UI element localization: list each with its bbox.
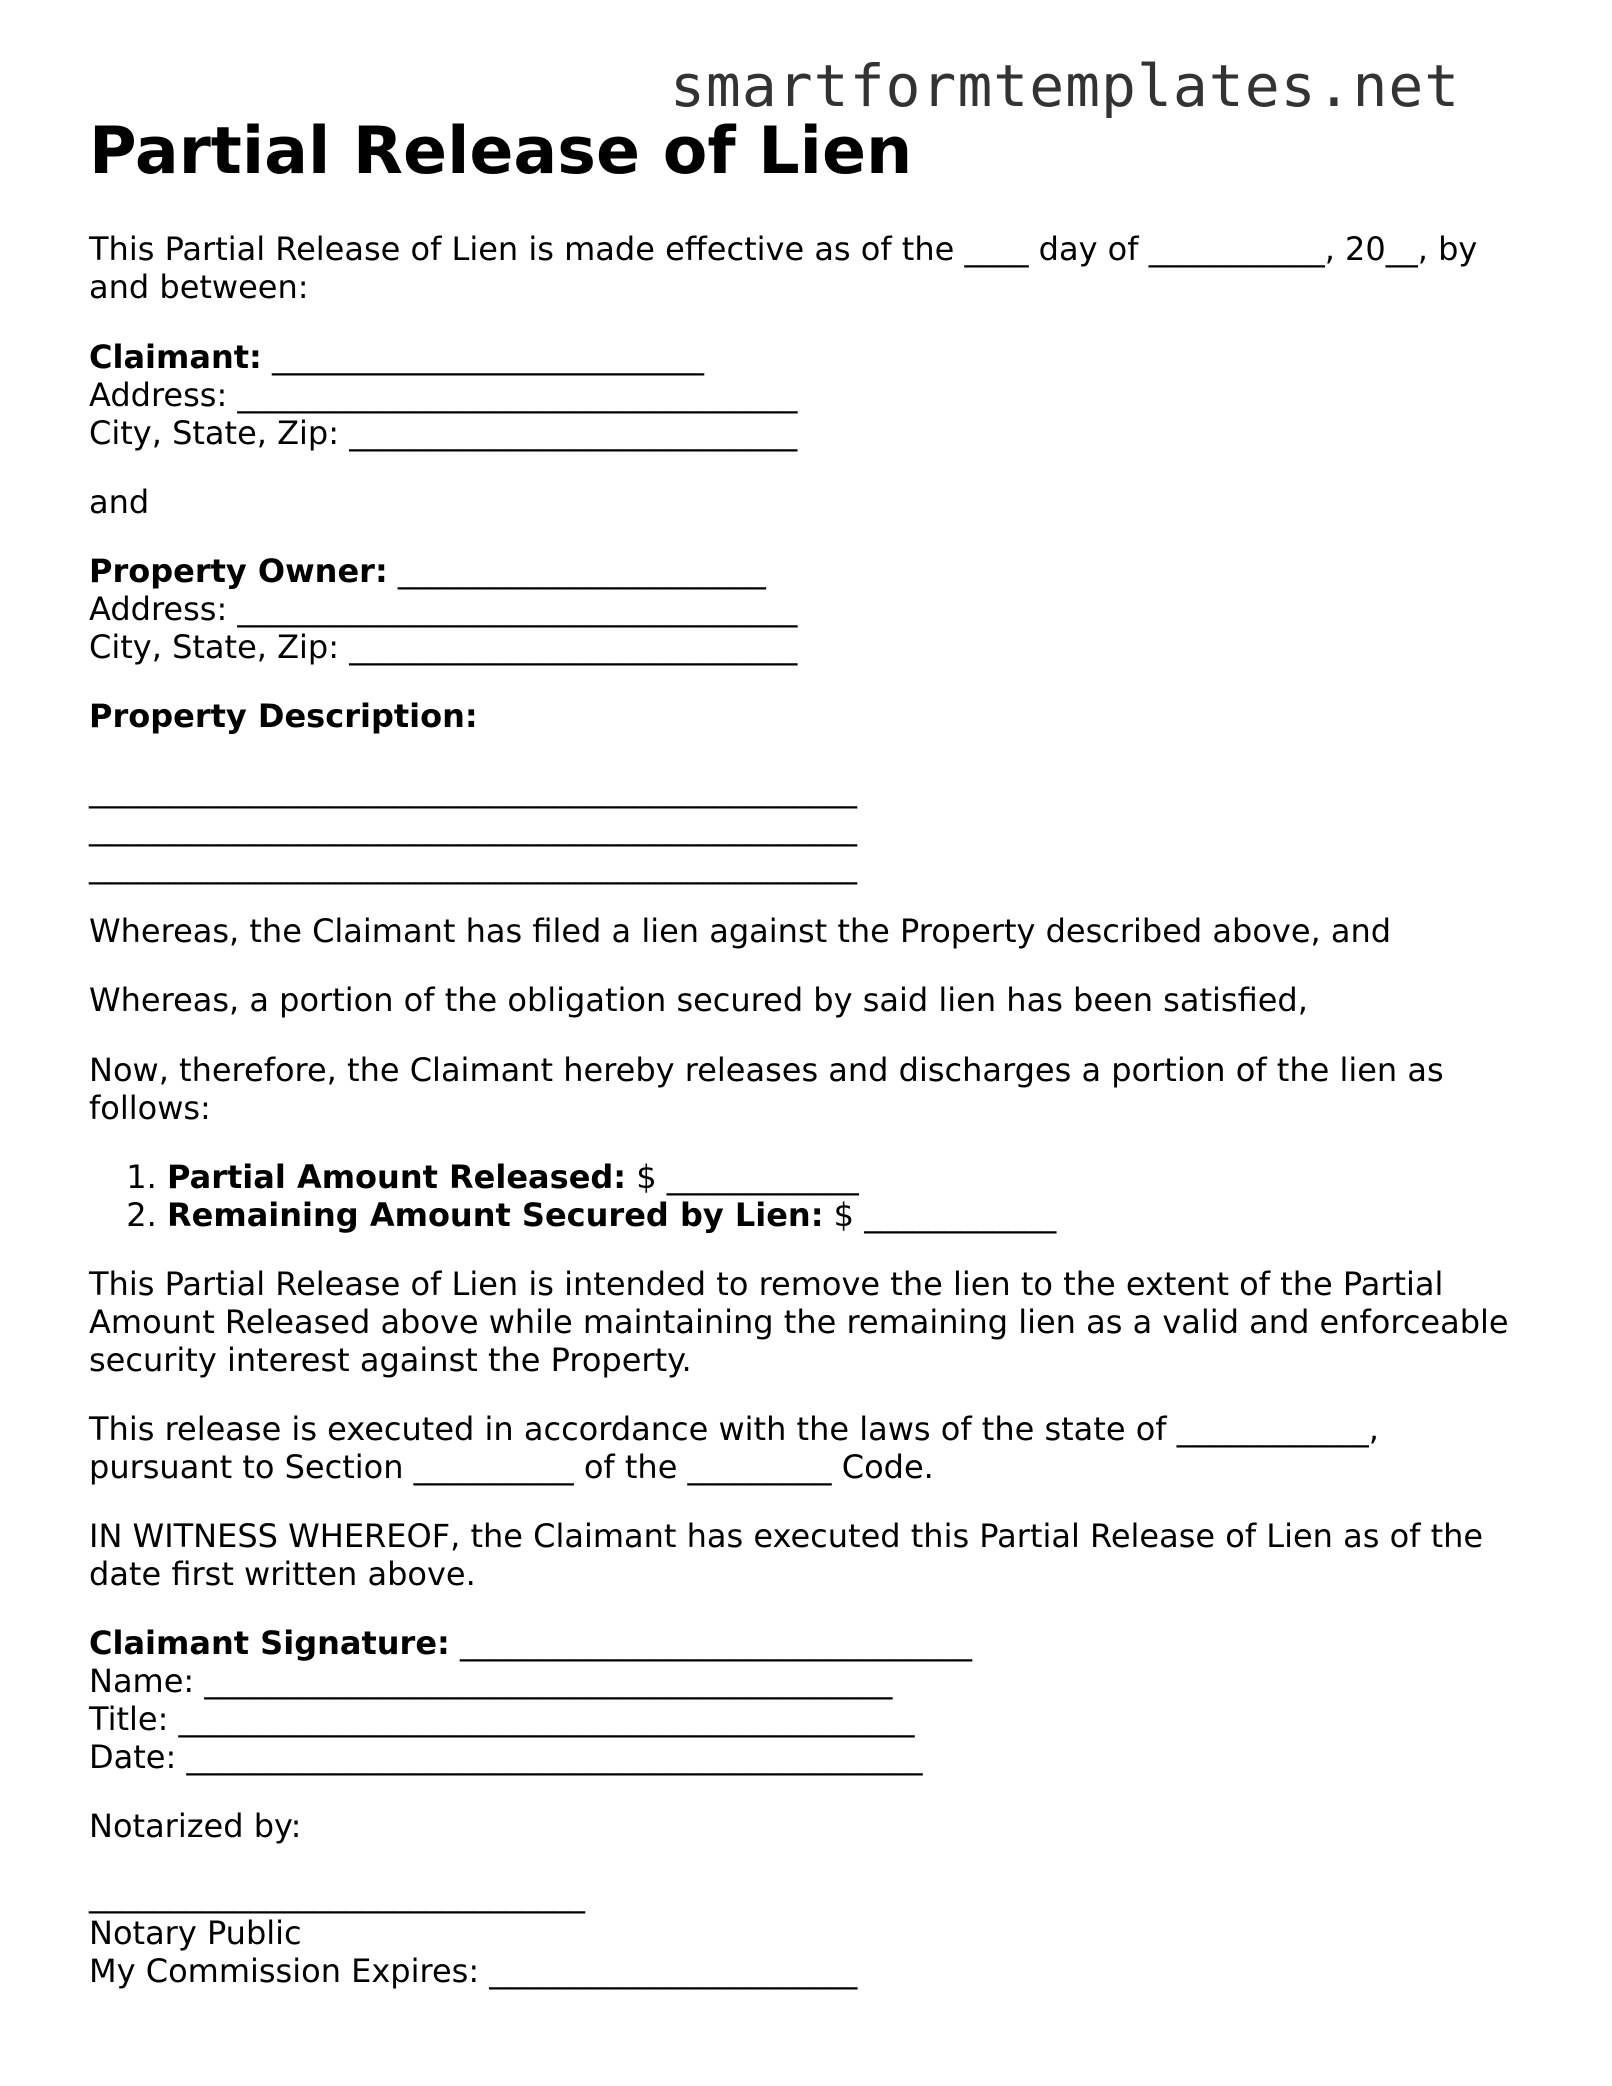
- list-item: [167, 1158, 1607, 1196]
- partial-amount-label: Partial Amount Released:: [167, 1158, 627, 1196]
- and-connector: [89, 483, 1529, 521]
- witness-text: IN WITNESS WHEREOF, the Claimant has executed this Partial Release of Lien as of the date first written above.: [89, 1517, 1484, 1593]
- remaining-amount-label: Remaining Amount Secured by Lien:: [167, 1196, 824, 1234]
- signature-field[interactable]: ________________________________: [449, 1624, 972, 1662]
- claimant-address-field[interactable]: Address: ___________________________________: [89, 376, 798, 414]
- signer-title-field[interactable]: Title: ______________________________________________: [89, 1700, 915, 1738]
- property-description-heading: [89, 697, 1529, 735]
- owner-name-field[interactable]: _______________________: [387, 552, 766, 590]
- notarized-label: Notarized by:: [89, 1807, 302, 1845]
- intro-paragraph: [89, 230, 1529, 306]
- claimant-section: [89, 338, 1529, 452]
- signature-label: Claimant Signature:: [89, 1624, 450, 1662]
- notarized-heading: [89, 1807, 1529, 1845]
- whereas-paragraph-2: [89, 981, 1529, 1019]
- notary-section: [89, 1876, 1529, 1990]
- document-title: Partial Release of Lien: [89, 114, 913, 189]
- executed-text: This release is executed in accordance with the laws of the state of ____________, pursuant to Section __________ of the _________ Code.: [89, 1410, 1379, 1486]
- owner-label: Property Owner:: [89, 552, 388, 590]
- whereas-text-1: Whereas, the Claimant has filed a lien against the Property described above, and: [89, 912, 1392, 950]
- and-text: and: [89, 483, 150, 521]
- signature-section: [89, 1624, 1529, 1776]
- signature-line: [89, 1624, 1529, 1662]
- release-amounts-list: [89, 1158, 1607, 1234]
- witness-paragraph: [89, 1517, 1529, 1593]
- property-description-line-3[interactable]: ________________________________________________: [89, 847, 857, 885]
- property-description-lines: [89, 771, 1529, 885]
- claimant-name-field[interactable]: ___________________________: [261, 338, 704, 376]
- now-therefore-paragraph: [89, 1051, 1529, 1127]
- executed-paragraph: [89, 1410, 1529, 1486]
- partial-amount-field[interactable]: $ ____________: [626, 1158, 859, 1196]
- notary-signature-field[interactable]: _______________________________: [89, 1876, 585, 1914]
- remaining-amount-field[interactable]: $ ____________: [823, 1196, 1057, 1234]
- commission-expires-field[interactable]: My Commission Expires: _______________________: [89, 1952, 858, 1990]
- signer-name-field[interactable]: Name: ___________________________________________: [89, 1662, 893, 1700]
- property-description-line-2[interactable]: ________________________________________________: [89, 809, 857, 847]
- whereas-text-2: Whereas, a portion of the obligation secured by said lien has been satisfied,: [89, 981, 1308, 1019]
- owner-city-field[interactable]: City, State, Zip: ____________________________: [89, 628, 798, 666]
- whereas-paragraph-1: [89, 912, 1529, 950]
- owner-section: [89, 552, 1529, 666]
- property-description-label: Property Description:: [89, 697, 478, 735]
- watermark-site-name: smartformtemplates.net: [670, 52, 1461, 120]
- claimant-label: Claimant:: [89, 338, 262, 376]
- intro-text: This Partial Release of Lien is made effective as of the ____ day of ___________, 20__, by and between:: [89, 230, 1478, 306]
- list-item: [167, 1196, 1607, 1234]
- claimant-name-line: [89, 338, 1529, 376]
- intent-text: This Partial Release of Lien is intended to remove the lien to the extent of the Partial Amount Released above while maintaining the remaining lien as a valid and enforceable security interest against the Property.: [89, 1265, 1509, 1379]
- claimant-city-field[interactable]: City, State, Zip: ____________________________: [89, 414, 798, 452]
- notary-public-label: Notary Public: [89, 1914, 302, 1952]
- owner-name-line: [89, 552, 1529, 590]
- owner-address-field[interactable]: Address: ___________________________________: [89, 590, 798, 628]
- signature-date-field[interactable]: Date: ______________________________________________: [89, 1738, 923, 1776]
- now-therefore-text: Now, therefore, the Claimant hereby releases and discharges a portion of the lien as follows:: [89, 1051, 1444, 1127]
- intent-paragraph: [89, 1265, 1529, 1379]
- property-description-line-1[interactable]: ________________________________________________: [89, 771, 857, 809]
